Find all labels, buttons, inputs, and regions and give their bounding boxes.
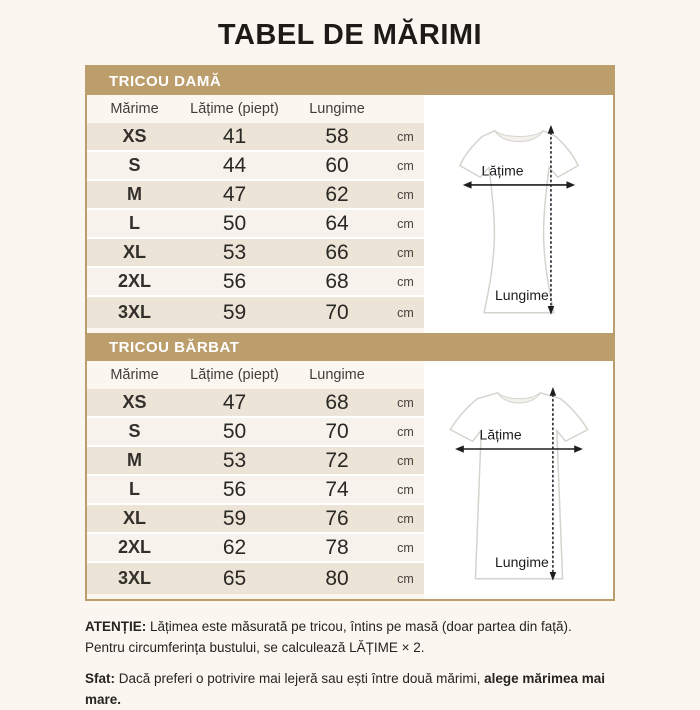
tip-note: [85, 668, 615, 710]
arrow-left-icon: [455, 445, 464, 452]
table-row: [87, 563, 424, 594]
table-row: [87, 418, 424, 447]
size-table: [85, 65, 615, 601]
section-content-women: [87, 95, 613, 333]
length-cell: 68: [325, 269, 349, 293]
table-row: [87, 210, 424, 239]
length-cell: 58: [325, 124, 349, 148]
women-tshirt-diagram: [424, 95, 613, 333]
section-title-men: TRICOU BĂRBAT: [109, 338, 240, 356]
length-cell: 78: [325, 535, 349, 559]
size-cell: 2XL: [117, 537, 151, 557]
warning-line2: Pentru circumferința bustului, se calculează LĂȚIME × 2.: [85, 640, 425, 656]
section-men: [87, 333, 613, 599]
tshirt-outline: [450, 393, 588, 579]
unit-label: cm: [397, 245, 414, 260]
table-row: [87, 389, 424, 418]
unit-label: cm: [397, 274, 414, 289]
col-header-size: Mărime: [110, 101, 159, 117]
chest-width-cell: 53: [222, 240, 247, 264]
unit-label: cm: [397, 158, 414, 173]
table-row: [87, 239, 424, 268]
length-label: Lungime: [494, 554, 549, 571]
chest-width-cell: 53: [222, 448, 247, 472]
length-cell: 76: [325, 506, 349, 530]
size-cell: 2XL: [117, 271, 151, 291]
size-cell: M: [127, 184, 142, 204]
col-header-width: Lățime (piept): [190, 367, 279, 383]
unit-label: cm: [397, 216, 414, 231]
page-title: TABEL DE MĂRIMI: [217, 19, 483, 51]
col-header-size: Mărime: [110, 367, 159, 383]
size-cell: M: [127, 450, 142, 470]
unit-label: cm: [397, 424, 414, 439]
chest-width-cell: 47: [222, 390, 247, 414]
chest-width-cell: 41: [222, 124, 247, 148]
chest-width-cell: 65: [222, 566, 247, 590]
length-cell: 72: [325, 448, 349, 472]
section-title-women: TRICOU DAMĂ: [109, 72, 222, 90]
table-row: [87, 534, 424, 563]
section-header-women: [87, 67, 613, 95]
table-row: [87, 181, 424, 210]
unit-label: cm: [397, 395, 414, 410]
unit-label: cm: [397, 571, 414, 586]
footer-notes: [85, 616, 615, 710]
mens-tshirt-illustration: [450, 393, 588, 579]
chest-width-cell: 56: [222, 269, 247, 293]
table-row: [87, 152, 424, 181]
chest-width-cell: 59: [222, 300, 247, 324]
unit-label: cm: [397, 482, 414, 497]
size-cell: XL: [122, 508, 146, 528]
unit-label: cm: [397, 187, 414, 202]
width-label: Lățime: [480, 162, 524, 179]
arrow-left-icon: [462, 181, 471, 188]
unit-label: cm: [397, 511, 414, 526]
length-cell: 74: [325, 477, 349, 501]
width-label: Lățime: [479, 426, 522, 443]
men-size-grid: [87, 361, 424, 599]
unit-label: cm: [397, 305, 414, 320]
length-label: Lungime: [494, 287, 549, 304]
unit-label: cm: [397, 129, 414, 144]
chest-width-cell: 50: [222, 211, 247, 235]
section-header-men: [87, 333, 613, 361]
tip-text: Dacă preferi o potrivire mai lejeră sau ești între două mărimi,: [115, 670, 485, 686]
table-header-row: [87, 95, 424, 123]
chest-width-cell: 50: [222, 419, 247, 443]
table-row: [87, 123, 424, 152]
unit-label: cm: [397, 540, 414, 555]
length-cell: 66: [325, 240, 349, 264]
chest-width-cell: 59: [222, 506, 247, 530]
tshirt-outline: [459, 131, 577, 313]
section-content-men: [87, 361, 613, 599]
size-cell: 3XL: [117, 568, 151, 588]
warning-label: ATENȚIE:: [85, 619, 147, 634]
women-tshirt-image: [427, 95, 611, 333]
arrow-right-icon: [574, 445, 583, 452]
size-cell: L: [129, 213, 140, 233]
size-cell: XS: [122, 126, 147, 146]
men-tshirt-image: [427, 361, 611, 599]
length-cell: 70: [325, 419, 349, 443]
length-cell: 64: [325, 211, 349, 235]
womens-tshirt-illustration: [459, 131, 577, 313]
chest-width-cell: 44: [222, 153, 247, 177]
col-header-length: Lungime: [309, 101, 365, 117]
table-header-row: [87, 361, 424, 389]
table-row: [87, 505, 424, 534]
chest-width-cell: 56: [222, 477, 247, 501]
warning-text: Lățimea este măsurată pe tricou, întins pe masă (doar partea din față).: [146, 619, 572, 634]
section-women: [87, 67, 613, 333]
warning-note: [85, 616, 615, 659]
table-row: [87, 476, 424, 505]
women-size-grid: [87, 95, 424, 333]
col-header-width: Lățime (piept): [190, 101, 279, 117]
col-header-length: Lungime: [309, 367, 365, 383]
length-cell: 60: [325, 153, 349, 177]
length-cell: 68: [325, 390, 349, 414]
length-cell: 80: [325, 566, 349, 590]
arrow-right-icon: [566, 181, 575, 188]
size-cell: XS: [122, 392, 147, 412]
arrow-up-icon: [547, 125, 554, 134]
size-cell: 3XL: [117, 302, 151, 322]
table-row: [87, 297, 424, 328]
unit-label: cm: [397, 453, 414, 468]
size-cell: L: [129, 479, 140, 499]
chest-width-cell: 47: [222, 182, 247, 206]
length-cell: 62: [325, 182, 349, 206]
chest-width-cell: 62: [222, 535, 247, 559]
table-row: [87, 268, 424, 297]
size-cell: S: [128, 155, 141, 175]
tip-label: Sfat:: [85, 670, 115, 686]
arrow-up-icon: [549, 387, 556, 396]
men-tshirt-diagram: [424, 361, 613, 599]
table-row: [87, 447, 424, 476]
size-cell: XL: [122, 242, 146, 262]
size-cell: S: [128, 421, 141, 441]
tip-bold-text: alege mărimea mai mare.: [85, 670, 605, 707]
length-cell: 70: [325, 300, 349, 324]
